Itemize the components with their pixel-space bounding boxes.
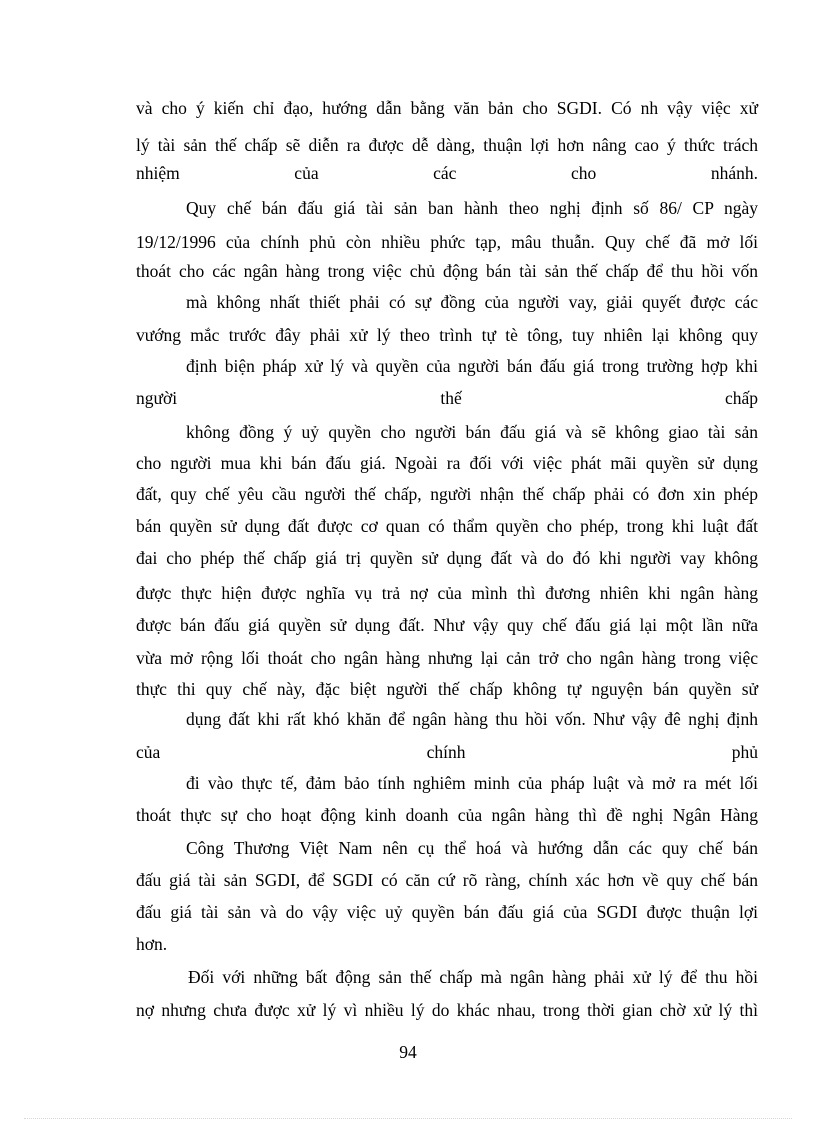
text-line: đất, quy chế yêu cầu người thế chấp, người nhận thế chấp phải có đơn xin phép [136, 484, 758, 504]
text-line: dụng đất khi rất khó khăn để ngân hàng thu hồi vốn. Như vậy đê nghị định [186, 709, 758, 729]
text-line: được thực hiện được nghĩa vụ trả nợ của mình thì đương nhiên khi ngân hàng [136, 583, 758, 603]
spread-line [136, 386, 758, 410]
text-line: thoát thực sự cho hoạt động kinh doanh của ngân hàng thì đề nghị Ngân Hàng [136, 805, 758, 825]
text-line: 19/12/1996 của chính phủ còn nhiều phức tạp, mâu thuẫn. Quy chế đã mở lối [136, 232, 758, 252]
text-line: nợ nhưng chưa được xử lý vì nhiều lý do khác nhau, trong thời gian chờ xử lý thì [136, 1000, 758, 1020]
text-line: Đối với những bất động sản thế chấp mà ngân hàng phải xử lý để thu hồi [188, 967, 758, 987]
text-line: đấu giá tài sản SGDI, để SGDI có căn cứ rõ ràng, chính xác hơn về quy chế bán [136, 870, 758, 890]
text-line: Quy chế bán đấu giá tài sản ban hành theo nghị định số 86/ CP ngày [186, 198, 758, 218]
word: của [136, 742, 161, 762]
word: chấp [724, 388, 758, 408]
word: cho [571, 163, 597, 183]
text-line: thực thi quy chế này, đặc biệt người thế chấp không tự nguyện bán quyền sử [136, 679, 758, 699]
text-line: thoát cho các ngân hàng trong việc chủ động bán tài sản thế chấp để thu hồi vốn [136, 261, 758, 281]
page-number: 94 [399, 1042, 417, 1062]
text-line: được bán đấu giá quyền sử dụng đất. Như vậy quy chế đấu giá lại một lần nữa [136, 615, 758, 635]
text-line: cho người mua khi bán đấu giá. Ngoài ra đối với việc phát mãi quyền sử dụng [136, 453, 758, 473]
text-line: không đồng ý uỷ quyền cho người bán đấu giá và sẽ không giao tài sản [186, 422, 758, 442]
word: các [433, 163, 457, 183]
word: của [294, 163, 319, 183]
text-line: Công Thương Việt Nam nên cụ thể hoá và hướng dẫn các quy chế bán [186, 838, 758, 858]
text-line: và cho ý kiến chỉ đạo, hướng dẫn bằng văn bản cho SGDI. Có nh vậy việc xử [136, 98, 758, 118]
text-line: hơn. [136, 934, 168, 954]
text-line: vướng mắc trước đây phải xử lý theo trình tự tè tông, tuy nhiên lại không quy [136, 325, 758, 345]
text-line: đấu giá tài sản và do vậy việc uỷ quyền bán đấu giá của SGDI được thuận lợi [136, 902, 758, 922]
page-bottom-divider [24, 1118, 792, 1119]
text-line: đi vào thực tế, đảm bảo tính nghiêm minh của pháp luật và mở ra mét lối [186, 773, 758, 793]
text-line: vừa mở rộng lối thoát cho ngân hàng nhưng lại cản trở cho ngân hàng trong việc [136, 648, 758, 668]
text-line: mà không nhất thiết phải có sự đồng của người vay, giải quyết được các [186, 292, 758, 312]
spread-line [136, 740, 758, 764]
word: nhiệm [136, 163, 180, 183]
word: người [136, 388, 178, 408]
text-line: bán quyền sử dụng đất được cơ quan có thẩm quyền cho phép, trong khi luật đất [136, 516, 758, 536]
text-line: đai cho phép thế chấp giá trị quyền sử dụng đất và do đó khi người vay không [136, 548, 758, 568]
word: chính [426, 742, 466, 762]
word: thế [440, 388, 462, 408]
text-line: định biện pháp xử lý và quyền của người bán đấu giá trong trường hợp khi [186, 356, 758, 376]
word: phủ [731, 742, 758, 762]
spread-line [136, 161, 758, 185]
word: nhánh. [710, 163, 758, 183]
text-line: lý tài sản thế chấp sẽ diễn ra được dễ dàng, thuận lợi hơn nâng cao ý thức trách [136, 135, 758, 155]
